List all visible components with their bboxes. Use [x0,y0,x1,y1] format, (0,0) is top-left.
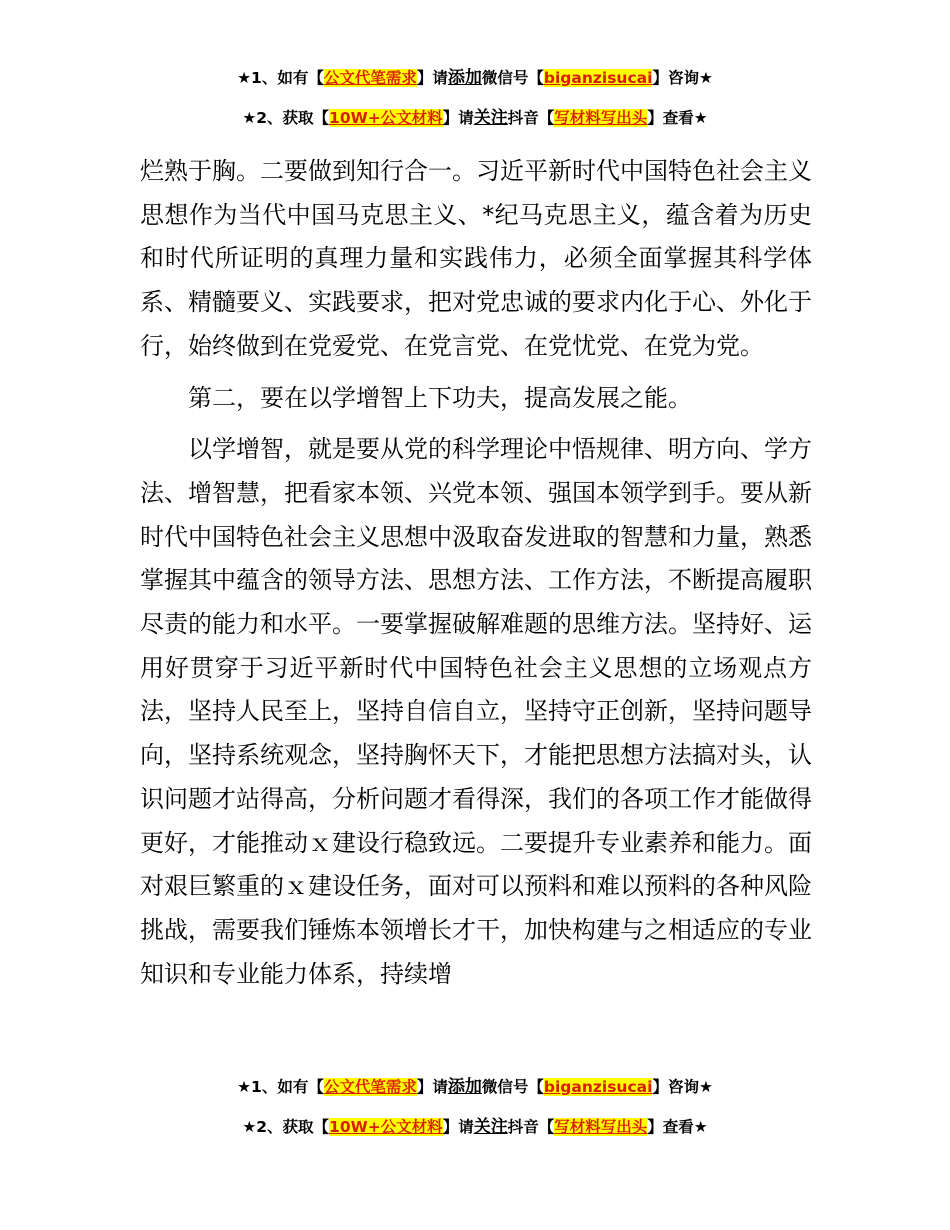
promo-underline: 添加 [447,68,482,88]
promo-text: 微信号【 [481,1078,544,1096]
promo-underline: 关注 [473,108,508,128]
promo-text: 抖音【 [507,109,555,127]
promo-text: 抖音【 [507,1118,555,1136]
footer-promo-line-2 [0,1116,950,1138]
promo-underline: 添加 [447,1077,482,1097]
promo-highlight: 公文代笔需求 [323,1078,417,1096]
promo-highlight: 公文代笔需求 [323,69,417,87]
promo-text: 】请 [416,69,448,87]
header-promo-line-2 [0,107,950,129]
promo-text: ★2、获取【 [242,109,330,127]
promo-underline: 关注 [473,1117,508,1137]
promo-text: ★1、如有【 [237,69,324,87]
promo-text: 】请 [416,1078,448,1096]
promo-highlight: 10W+公文材料 [329,109,443,127]
footer-promo-line-1 [0,1076,950,1098]
promo-douyin-id: 写材料写出头 [554,109,648,127]
promo-wechat-id: biganzisucai [543,1078,653,1096]
paragraph-body: 以学增智，就是要从党的科学理论中悟规律、明方向、学方法、增智慧，把看家本领、兴党本领、强国本领学到手。要从新时代中国特色社会主义思想中汲取奋发进取的智慧和力量，熟悉掌握其中蕴含的领导方法、思想方法、工作方法，不断提高履职尽责的能力和水平。一要掌握破解难题的思维方法。坚持好、运用好贯穿于习近平新时代中国特色社会主义思想的立场观点方法，坚持人民至上，坚持自信自立，坚持守正创新，坚持问题导向，坚持系统观念，坚持胸怀天下，才能把思想方法搞对头，认识问题才站得高，分析问题才看得深，我们的各项工作才能做得更好，才能推动ｘ建设行稳致远。二要提升专业素养和能力。面对艰巨繁重的ｘ建设任务，面对可以预料和难以预料的各种风险挑战，需要我们锤炼本领增长才干，加快构建与之相适应的专业知识和专业能力体系，持续增 [140,435,812,988]
paragraph-continuation: 烂熟于胸。二要做到知行合一。习近平新时代中国特色社会主义思想作为当代中国马克思主义、*纪马克思主义，蕴含着为历史和时代所证明的真理力量和实践伟力，必须全面掌握其科学体系、精髓要义、实践要求，把对党忠诚的要求内化于心、外化于行，始终做到在党爱党、在党言党、在党忧党、在党为党。 [140,157,812,360]
document-body [140,150,812,996]
promo-douyin-id: 写材料写出头 [554,1118,648,1136]
promo-text: 】请 [442,1118,474,1136]
section-heading: 第二，要在以学增智上下功夫，提高发展之能。 [188,383,692,412]
promo-text: ★1、如有【 [237,1078,324,1096]
promo-text: 微信号【 [481,69,544,87]
promo-text: ★2、获取【 [242,1118,330,1136]
promo-text: 】咨询★ [652,1078,713,1096]
promo-text: 】咨询★ [652,69,713,87]
promo-text: 】查看★ [647,109,708,127]
promo-text: 】请 [442,109,474,127]
promo-wechat-id: biganzisucai [543,69,653,87]
promo-highlight: 10W+公文材料 [329,1118,443,1136]
header-promo-line-1 [0,67,950,89]
promo-text: 】查看★ [647,1118,708,1136]
